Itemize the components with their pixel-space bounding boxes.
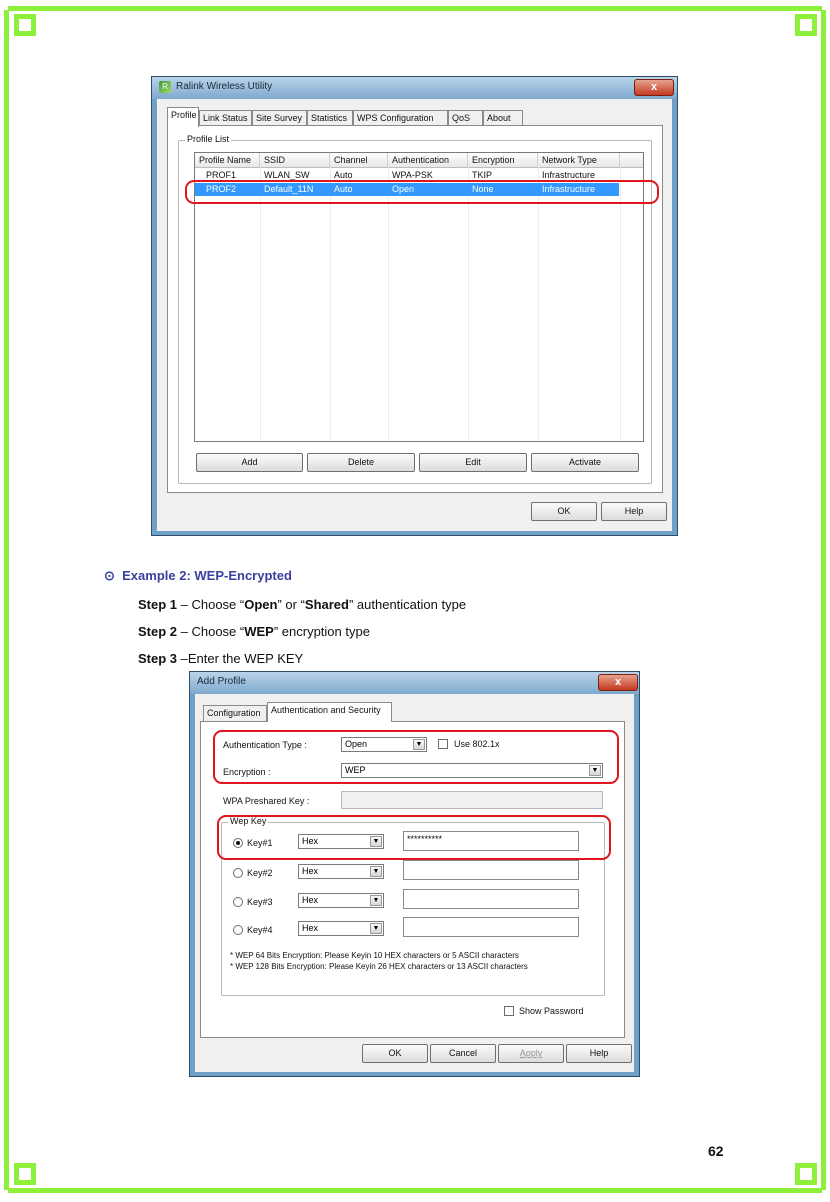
cell-network-type: Infrastructure: [542, 184, 596, 194]
cell-channel: Auto: [334, 170, 353, 180]
cancel-button[interactable]: Cancel: [430, 1044, 496, 1063]
key3-label: Key#3: [247, 897, 273, 907]
ok-button[interactable]: OK: [531, 502, 597, 521]
selected-row-highlight: [185, 180, 659, 204]
apply-button[interactable]: Apply: [498, 1044, 564, 1063]
tab-link-status[interactable]: Link Status: [199, 110, 252, 126]
encryption-label: Encryption :: [223, 767, 271, 777]
show-password-checkbox[interactable]: [504, 1006, 514, 1016]
step-label: Step 2: [138, 624, 178, 639]
key4-format-value: Hex: [302, 923, 319, 933]
tab-wps-configuration[interactable]: WPS Configuration: [353, 110, 448, 126]
tab-site-survey[interactable]: Site Survey: [252, 110, 307, 126]
chevron-down-icon: ▼: [370, 895, 382, 906]
cell-authentication: Open: [392, 184, 415, 194]
key3-format-select[interactable]: [298, 893, 384, 908]
app-icon: R: [159, 81, 171, 93]
key4-radio[interactable]: [233, 925, 243, 935]
col-channel[interactable]: Channel: [330, 153, 388, 167]
cell-ssid: Default_11N: [264, 184, 314, 194]
wpa-psk-field[interactable]: [341, 791, 603, 809]
cell-encryption: TKIP: [472, 170, 493, 180]
ralink-utility-window: [151, 76, 678, 536]
wep128-note: * WEP 128 Bits Encryption: Please Keyin 26 HEX characters or 13 ASCII characters: [230, 962, 528, 971]
key1-format-value: Hex: [302, 836, 319, 846]
cell-encryption: None: [472, 184, 494, 194]
page-frame-bottom: [8, 1188, 822, 1193]
step-text: –Enter the WEP KEY: [177, 651, 304, 666]
step-keyword: Open: [244, 597, 278, 612]
auth-encryption-highlight: [213, 730, 619, 784]
example-heading: [104, 568, 292, 584]
key2-label: Key#2: [247, 868, 273, 878]
close-button[interactable]: x: [634, 79, 674, 96]
chevron-down-icon: ▼: [589, 765, 601, 776]
chevron-down-icon: ▼: [413, 739, 425, 750]
step-text: – Choose “: [177, 624, 245, 639]
key2-radio[interactable]: [233, 868, 243, 878]
step-2: [138, 624, 370, 639]
wpa-psk-label: WPA Preshared Key :: [223, 796, 310, 806]
tab-configuration[interactable]: Configuration: [203, 705, 267, 721]
close-button[interactable]: x: [598, 674, 638, 691]
grid-line: [468, 167, 469, 441]
step-1: [138, 597, 466, 612]
window-title: Add Profile: [197, 676, 246, 687]
bullet-icon: ⊙: [104, 568, 115, 583]
col-profile-name[interactable]: Profile Name: [195, 153, 260, 167]
page-frame-right: [821, 10, 826, 1190]
use-8021x-label: Use 802.1x: [454, 739, 500, 749]
chevron-down-icon: ▼: [370, 836, 382, 847]
page-number: 62: [708, 1143, 724, 1159]
title-bar[interactable]: [190, 672, 639, 694]
window-client: [157, 99, 672, 531]
show-password-label: Show Password: [519, 1006, 584, 1016]
page-frame-left: [4, 10, 9, 1190]
grid-line: [388, 167, 389, 441]
key4-input[interactable]: [403, 917, 579, 937]
grid-line: [260, 167, 261, 441]
step-text: ” encryption type: [273, 624, 370, 639]
grid-line: [620, 167, 621, 441]
grid-line: [538, 167, 539, 441]
step-text: – Choose “: [177, 597, 245, 612]
frame-corner-tl: [14, 14, 36, 36]
col-encryption[interactable]: Encryption: [468, 153, 538, 167]
col-authentication[interactable]: Authentication: [388, 153, 468, 167]
frame-corner-tr: [795, 14, 817, 36]
cell-ssid: WLAN_SW: [264, 170, 310, 180]
profile-list-label: Profile List: [187, 134, 230, 144]
tab-authentication-security[interactable]: Authentication and Security: [267, 702, 392, 722]
heading-text: Example 2: WEP-Encrypted: [122, 568, 292, 583]
col-network-type[interactable]: Network Type: [538, 153, 620, 167]
key3-input[interactable]: [403, 889, 579, 909]
step-keyword: WEP: [244, 624, 274, 639]
grid-line: [330, 167, 331, 441]
tab-profile[interactable]: Profile: [167, 107, 199, 127]
frame-corner-bl: [14, 1163, 36, 1185]
cell-channel: Auto: [334, 184, 353, 194]
step-text: ” authentication type: [348, 597, 467, 612]
chevron-down-icon: ▼: [370, 923, 382, 934]
cell-profile-name: PROF1: [206, 170, 237, 180]
tab-qos[interactable]: QoS: [448, 110, 483, 126]
list-header: [195, 153, 643, 168]
key1-input[interactable]: **********: [403, 831, 579, 851]
cell-network-type: Infrastructure: [542, 170, 596, 180]
tab-about[interactable]: About: [483, 110, 523, 126]
frame-corner-br: [795, 1163, 817, 1185]
tab-strip: [167, 110, 527, 126]
edit-button[interactable]: Edit: [419, 453, 527, 472]
help-button[interactable]: Help: [601, 502, 667, 521]
wep-key1-highlight: [217, 815, 611, 860]
key2-input[interactable]: [403, 860, 579, 880]
auth-type-label: Authentication Type :: [223, 740, 307, 750]
key2-format-select[interactable]: [298, 864, 384, 879]
key1-label: Key#1: [247, 838, 273, 848]
key4-label: Key#4: [247, 925, 273, 935]
window-title: Ralink Wireless Utility: [176, 81, 273, 92]
cell-profile-name: PROF2: [206, 184, 237, 194]
wep-key-label: Wep Key: [230, 816, 267, 826]
encryption-value: WEP: [345, 765, 366, 775]
step-keyword: Shared: [304, 597, 349, 612]
wep64-note: * WEP 64 Bits Encryption: Please Keyin 10 HEX characters or 5 ASCII characters: [230, 951, 519, 960]
cell-authentication: WPA-PSK: [392, 170, 433, 180]
help-button[interactable]: Help: [566, 1044, 632, 1063]
step-label: Step 3: [138, 651, 178, 666]
add-button[interactable]: Add: [196, 453, 303, 472]
delete-button[interactable]: Delete: [307, 453, 415, 472]
chevron-down-icon: ▼: [370, 866, 382, 877]
key3-format-value: Hex: [302, 895, 319, 905]
activate-button[interactable]: Activate: [531, 453, 639, 472]
step-text: ” or “: [277, 597, 305, 612]
key3-radio[interactable]: [233, 897, 243, 907]
page-frame-top: [8, 6, 822, 11]
tab-statistics[interactable]: Statistics: [307, 110, 353, 126]
step-label: Step 1: [138, 597, 178, 612]
auth-type-value: Open: [345, 739, 368, 749]
key4-format-select[interactable]: [298, 921, 384, 936]
tab-strip: [203, 705, 403, 721]
step-3: [138, 651, 303, 666]
key2-format-value: Hex: [302, 866, 319, 876]
col-ssid[interactable]: SSID: [260, 153, 330, 167]
ok-button[interactable]: OK: [362, 1044, 428, 1063]
